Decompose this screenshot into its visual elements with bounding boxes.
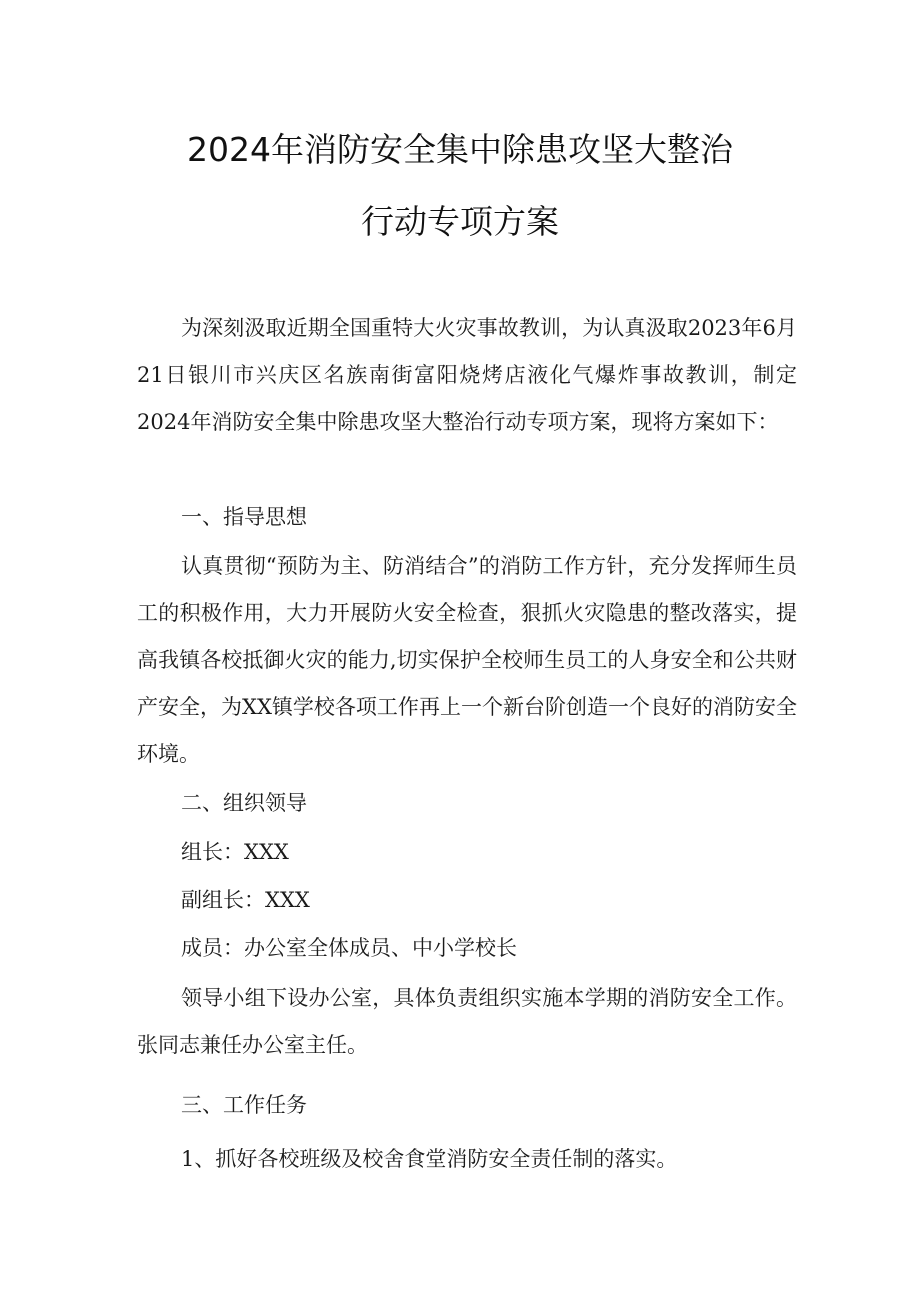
section-1-paragraph: 认真贯彻“预防为主、防消结合”的消防工作方针，充分发挥师生员工的积极作用，大力开展防火安全检查，狠抓火灾隐患的整改落实，提高我镇各校抵御火灾的能力,切实保护全校师生员工的人身安全和公共财产安全，为XX镇学校各项工作再上一个新台阶创造一个良好的消防安全环境。 (137, 554, 797, 766)
task-1-item: 1、抓好各校班级及校舍食堂消防安全责任制的落实。 (181, 1147, 678, 1171)
section-1-heading: 一、指导思想 (181, 505, 307, 529)
leader-line: 组长：XXX (181, 840, 289, 864)
section-2-heading: 二、组织领导 (181, 791, 307, 815)
section-2-heading-block (137, 780, 797, 827)
leader-line-block (137, 829, 797, 876)
members-line: 成员：办公室全体成员、中小学校长 (181, 936, 517, 960)
office-paragraph: 领导小组下设办公室，具体负责组织实施本学期的消防安全工作。张同志兼任办公室主任。 (137, 986, 797, 1057)
task-1-block (137, 1136, 797, 1183)
intro-section (137, 305, 797, 446)
deputy-leader-line-block (137, 877, 797, 924)
office-paragraph-block (137, 975, 797, 1069)
document-title-line-1: 2024年消防安全集中除患攻坚大整治 (187, 130, 733, 169)
deputy-leader-line: 副组长：XXX (181, 888, 310, 912)
intro-paragraph: 为深刻汲取近期全国重特大火灾事故教训，为认真汲取2023年6月21日银川市兴庆区名族南街富阳烧烤店液化气爆炸事故教训，制定2024年消防安全集中除患攻坚大整治行动专项方案，现将方案如下： (137, 316, 797, 434)
section-1-heading-block (137, 494, 797, 541)
document-title-line-2: 行动专项方案 (361, 202, 559, 241)
section-1-body-block (137, 543, 797, 778)
section-3-heading: 三、工作任务 (181, 1093, 307, 1117)
section-3-heading-block (137, 1082, 797, 1129)
members-line-block (137, 925, 797, 972)
